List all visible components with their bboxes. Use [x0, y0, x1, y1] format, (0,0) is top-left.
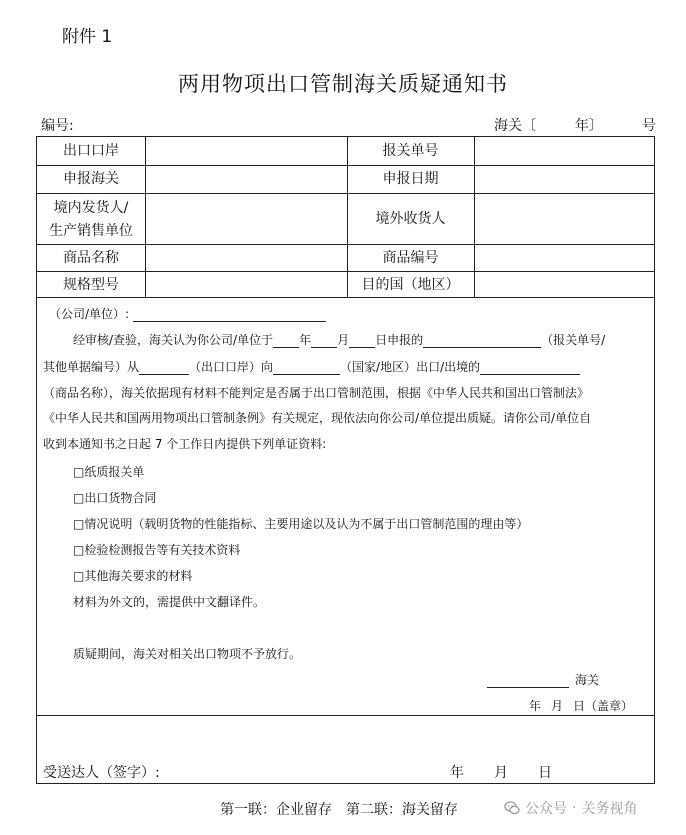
checklist-item[interactable]: □出口货物合同: [73, 491, 157, 505]
notice-form: [36, 136, 655, 784]
addressee-label: （公司/单位）:: [49, 307, 130, 321]
destination-country-label: 目的国（地区）: [361, 277, 460, 293]
seal-date-month: 月: [551, 699, 564, 713]
customs-number-suffix: 号: [641, 118, 656, 134]
export-port-label: 出口口岸: [63, 143, 119, 159]
seal-date-year: 年: [529, 699, 542, 713]
page-title: 两用物项出口管制海关质疑通知书: [178, 72, 508, 96]
paragraph-text: 月: [337, 333, 350, 347]
release-note: 质疑期间，海关对相关出口物项不予放行。: [73, 647, 302, 661]
goods-name-label: 商品名称: [63, 250, 119, 266]
grid-line: [37, 244, 654, 245]
serial-number-label: 编号:: [41, 118, 74, 134]
customs-document-number: [494, 115, 656, 135]
goods-name-blank: [480, 360, 580, 375]
checklist-item[interactable]: □其他海关要求的材料: [73, 569, 193, 583]
paragraph-line: 收到本通知书之日起 7 个工作日内提供下列单证资料:: [43, 437, 327, 451]
grid-line: [37, 165, 654, 166]
watermark-source: 公众号: [525, 801, 567, 817]
domestic-shipper-label-line1: 境内发货人/: [53, 200, 129, 216]
recipient-date-month: 月: [494, 765, 508, 781]
paragraph-line: 《中华人民共和国两用物项出口管制条例》有关规定，现依法向你公司/单位提出质疑。请你公司/单位自: [43, 411, 592, 425]
goods-blank: [423, 333, 541, 348]
watermark: [504, 798, 637, 818]
paragraph-text: 经审核/查验，海关认为你公司/单位于: [73, 333, 274, 347]
customs-signature-label: 海关: [575, 673, 600, 687]
seal-date-day: 日（盖章）: [573, 699, 634, 713]
year-blank: [273, 333, 299, 348]
customs-number-prefix: 海关〔: [494, 118, 536, 134]
grid-line: [37, 271, 654, 272]
port-blank: [139, 360, 189, 375]
grid-line: [145, 137, 146, 297]
declaration-number-label: 报关单号: [382, 143, 439, 159]
customs-number-year: 年〕: [574, 118, 603, 134]
declaring-customs-label: 申报海关: [63, 171, 119, 187]
paragraph-text: 日申报的: [375, 333, 424, 347]
paragraph-line: [73, 331, 605, 348]
grid-line: [474, 137, 475, 297]
customs-name-blank: [487, 673, 569, 688]
paragraph-line: （商品名称），海关依据现有材料不能判定是否属于出口管制范围，根据《中华人民共和国出口管制法》: [43, 386, 590, 400]
paragraph-line: [43, 358, 580, 375]
watermark-account: 关务视角: [581, 801, 638, 817]
day-blank: [349, 333, 375, 348]
paragraph-text: （出口口岸）向: [189, 360, 274, 374]
declaration-date-label: 申报日期: [382, 171, 439, 187]
watermark-separator: ·: [572, 800, 577, 816]
country-blank: [273, 360, 340, 375]
seal-date: [529, 697, 633, 714]
addressee-blank: [133, 307, 326, 322]
goods-code-label: 商品编号: [382, 250, 439, 266]
copy-allocation-footer: 第一联：企业留存 第二联：海关留存: [220, 802, 458, 818]
checklist-item[interactable]: □情况说明（载明货物的性能指标、主要用途以及认为不属于出口管制范围的理由等）: [73, 517, 529, 531]
recipient-signature-label: 受送达人（签字）:: [43, 765, 160, 781]
recipient-date-year: 年: [450, 765, 464, 781]
checklist-item[interactable]: □纸质报关单: [73, 465, 145, 479]
domestic-shipper-label-line2: 生产销售单位: [49, 223, 133, 239]
addressee-line: [49, 305, 326, 322]
recipient-date-day: 日: [538, 765, 552, 781]
paragraph-text: 年: [299, 333, 312, 347]
grid-line: [37, 193, 654, 194]
wechat-icon: [504, 800, 520, 816]
translation-note: 材料为外文的，需提供中文翻译件。: [73, 595, 266, 609]
specification-model-label: 规格型号: [63, 277, 119, 293]
foreign-consignee-label: 境外收货人: [375, 211, 446, 227]
paragraph-text: 其他单据编号）从: [43, 360, 140, 374]
grid-line: [37, 715, 654, 716]
month-blank: [311, 333, 337, 348]
paragraph-text: （报关单号/: [541, 333, 606, 347]
attachment-label: 附件 1: [62, 27, 113, 47]
grid-line: [37, 297, 654, 298]
checklist-item[interactable]: □检验检测报告等有关技术资料: [73, 543, 241, 557]
paragraph-text: （国家/地区）出口/出境的: [340, 360, 481, 374]
recipient-date: [450, 762, 552, 782]
customs-signature-line: [487, 671, 599, 688]
